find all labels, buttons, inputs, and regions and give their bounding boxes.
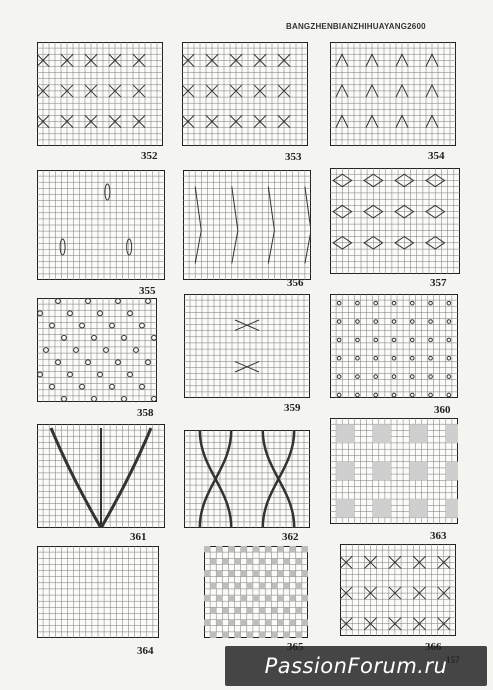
knitting-chart-364 (37, 546, 159, 638)
checker-cell (296, 632, 302, 638)
checker-cell (228, 620, 234, 626)
checker-cell (222, 607, 228, 613)
chart-number-label: 353 (285, 151, 302, 163)
chart-grid-svg (330, 168, 460, 274)
checker-cell (204, 595, 210, 601)
chart-frame (331, 295, 458, 398)
checker-cell (235, 607, 241, 613)
checker-cell (277, 571, 283, 577)
checker-cell (290, 595, 296, 601)
block-mark (336, 462, 354, 481)
checker-cell (222, 632, 228, 638)
checker-cell (259, 607, 265, 613)
checker-cell (271, 583, 277, 589)
checker-cell (204, 620, 210, 626)
checker-cell (228, 571, 234, 577)
chart-frame (331, 169, 460, 274)
checker-cell (290, 571, 296, 577)
knitting-chart-357 (330, 168, 460, 274)
chart-number-label: 364 (137, 645, 154, 657)
checker-cell (265, 571, 271, 577)
checker-cell (277, 620, 283, 626)
chart-number-label: 354 (428, 150, 445, 162)
checker-cell (290, 620, 296, 626)
checker-cell (296, 607, 302, 613)
checker-cell (271, 607, 277, 613)
checker-cell (253, 571, 259, 577)
checker-cell (241, 595, 247, 601)
block-mark (409, 424, 427, 443)
checker-cell (284, 607, 290, 613)
checker-cell (265, 620, 271, 626)
chart-number-label: 361 (130, 531, 147, 543)
checker-cell (259, 632, 265, 638)
knitting-chart-352 (37, 42, 163, 146)
chart-grid-svg (184, 294, 310, 398)
checker-cell (216, 595, 222, 601)
checker-cell (259, 583, 265, 589)
chart-number-label: 360 (434, 404, 451, 416)
knitting-chart-361 (37, 424, 165, 528)
block-mark (373, 424, 391, 443)
checker-cell (296, 558, 302, 564)
checker-cell (271, 632, 277, 638)
knitting-chart-353 (182, 42, 308, 146)
checker-cell (204, 571, 210, 577)
checker-cell (302, 546, 308, 552)
chart-number-label: 358 (137, 407, 154, 419)
block-mark (446, 424, 458, 443)
knitting-chart-366 (340, 544, 456, 636)
knitting-chart-358 (37, 298, 157, 402)
checker-cell (253, 595, 259, 601)
checker-cell (284, 558, 290, 564)
chart-grid-svg (204, 546, 308, 638)
knitting-chart-362 (184, 430, 310, 528)
chart-frame (38, 43, 163, 146)
chart-grid-svg (330, 418, 458, 524)
chart-grid-svg (184, 430, 310, 528)
knitting-chart-355 (37, 170, 165, 280)
chart-number-label: 352 (141, 150, 158, 162)
checker-cell (247, 583, 253, 589)
checker-cell (290, 546, 296, 552)
checker-cell (277, 546, 283, 552)
checker-cell (235, 558, 241, 564)
checker-cell (277, 595, 283, 601)
checker-cell (235, 632, 241, 638)
knitting-chart-354 (330, 42, 456, 146)
checker-cell (241, 620, 247, 626)
checker-cell (210, 558, 216, 564)
checker-cell (284, 632, 290, 638)
checker-cell (265, 546, 271, 552)
chart-grid-svg (37, 546, 159, 638)
chart-number-label: 359 (284, 402, 301, 414)
knitting-chart-363 (330, 418, 458, 524)
checker-cell (284, 583, 290, 589)
block-mark (373, 499, 391, 518)
checker-cell (228, 546, 234, 552)
knitting-chart-359 (184, 294, 310, 398)
block-mark (446, 462, 458, 481)
checker-cell (271, 558, 277, 564)
chart-frame (185, 295, 310, 398)
checker-cell (241, 571, 247, 577)
checker-cell (247, 632, 253, 638)
checker-cell (210, 632, 216, 638)
chart-grid-svg (340, 544, 456, 636)
page-header-title: BANGZHENBIANZHIHUAYANG2600 (286, 22, 426, 31)
checker-cell (210, 583, 216, 589)
chart-frame (183, 43, 308, 146)
chart-grid-svg (330, 294, 458, 398)
knitting-chart-365 (204, 546, 308, 638)
chart-gridlines (37, 546, 159, 638)
chart-grid-svg (330, 42, 456, 146)
block-mark (373, 462, 391, 481)
chart-grid-svg (182, 42, 308, 146)
chart-grid-svg (37, 424, 165, 528)
checker-cell (253, 546, 259, 552)
watermark-text: PassionForum.ru (264, 654, 448, 678)
chart-grid-svg (37, 298, 157, 402)
chart-number-label: 362 (282, 531, 299, 543)
checker-cell (247, 607, 253, 613)
checker-cell (302, 595, 308, 601)
checker-cell (302, 620, 308, 626)
checker-cell (222, 558, 228, 564)
checker-cell (247, 558, 253, 564)
block-mark (336, 499, 354, 518)
checker-cell (204, 546, 210, 552)
block-mark (446, 499, 458, 518)
checker-cell (235, 583, 241, 589)
chart-number-label: 363 (430, 530, 447, 542)
checker-cell (296, 583, 302, 589)
checker-cell (265, 595, 271, 601)
checker-cell (253, 620, 259, 626)
checker-cell (259, 558, 265, 564)
checker-cell (228, 595, 234, 601)
watermark-banner (225, 646, 487, 686)
knitting-chart-360 (330, 294, 458, 398)
block-mark (409, 462, 427, 481)
checker-cell (216, 620, 222, 626)
block-mark (409, 499, 427, 518)
knitting-chart-356 (183, 170, 311, 280)
checker-cell (216, 546, 222, 552)
checker-cell (210, 607, 216, 613)
checker-cell (241, 546, 247, 552)
chart-grid-svg (37, 42, 163, 146)
chart-grid-svg (37, 170, 165, 280)
chart-number-label: 357 (430, 277, 447, 289)
checker-cell (302, 571, 308, 577)
chart-number-label: 355 (139, 285, 156, 297)
checker-cell (222, 583, 228, 589)
chart-grid-svg (183, 170, 311, 280)
block-mark (336, 424, 354, 443)
checker-cell (216, 571, 222, 577)
chart-gridlines (37, 298, 157, 402)
chart-number-label: 356 (287, 277, 304, 289)
